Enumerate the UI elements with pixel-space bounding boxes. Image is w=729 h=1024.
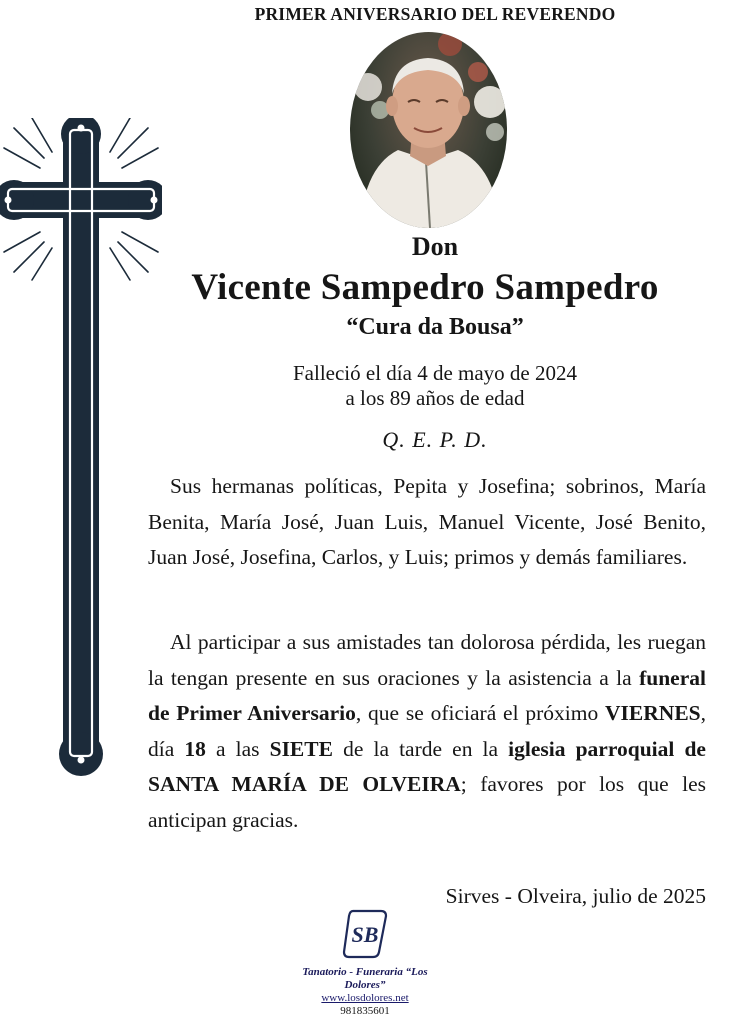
invitation-paragraph — [148, 625, 706, 838]
death-info — [150, 361, 720, 411]
invitation-text: , que se oficiará el próximo — [355, 701, 606, 725]
invitation-text: a las — [205, 736, 270, 761]
death-date: Falleció el día 4 de mayo de 2024 — [292, 361, 577, 385]
invitation-text: , día — [148, 701, 706, 761]
logo-letters: SB — [351, 922, 379, 947]
portrait-photo — [350, 32, 507, 228]
cross-icon — [0, 118, 162, 778]
invitation-text: ; favores por los que les anticipan gracias. — [148, 772, 706, 832]
funeral-home-logo — [341, 908, 389, 960]
funeral-home-name: Tanatorio - Funeraria “Los Dolores” — [302, 966, 428, 991]
invitation-time: SIETE — [269, 736, 333, 761]
family-paragraph: Sus hermanas políticas, Pepita y Josefina; sobrinos, María Benita, María José, Juan Luis, Manuel Vicente, José Benito, Juan José, Josefina, Carlos, y Luis; primos y demás familiares. — [148, 474, 706, 569]
death-age: a los 89 años de edad — [345, 386, 525, 410]
qepd: Q. E. P. D. — [382, 427, 488, 452]
nickname: “Cura da Bousa” — [346, 314, 524, 340]
funeral-home-info — [285, 966, 445, 1018]
honorific: Don — [411, 232, 459, 261]
invitation-text: Al participar a sus amistades tan dolorosa pérdida, les ruegan la tengan presente en sus oraciones y la asistencia a la — [148, 630, 706, 690]
place-date: Sirves - Olveira, julio de 2025 — [445, 884, 706, 908]
header-title: PRIMER ANIVERSARIO DEL REVERENDO — [254, 4, 616, 24]
invitation-text: de la tarde en la — [332, 736, 509, 761]
invitation-day: VIERNES — [605, 701, 701, 725]
invitation-place: iglesia parroquial de SANTA MARÍA DE OLVEIRA — [148, 736, 706, 796]
invitation-event: funeral de Primer Aniversario — [148, 665, 706, 725]
funeral-home-phone: 981835601 — [340, 1005, 390, 1017]
deceased-name: Vicente Sampedro Sampedro — [191, 267, 659, 308]
invitation-date: 18 — [184, 736, 206, 761]
funeral-home-website[interactable]: www.losdolores.net — [321, 992, 409, 1004]
